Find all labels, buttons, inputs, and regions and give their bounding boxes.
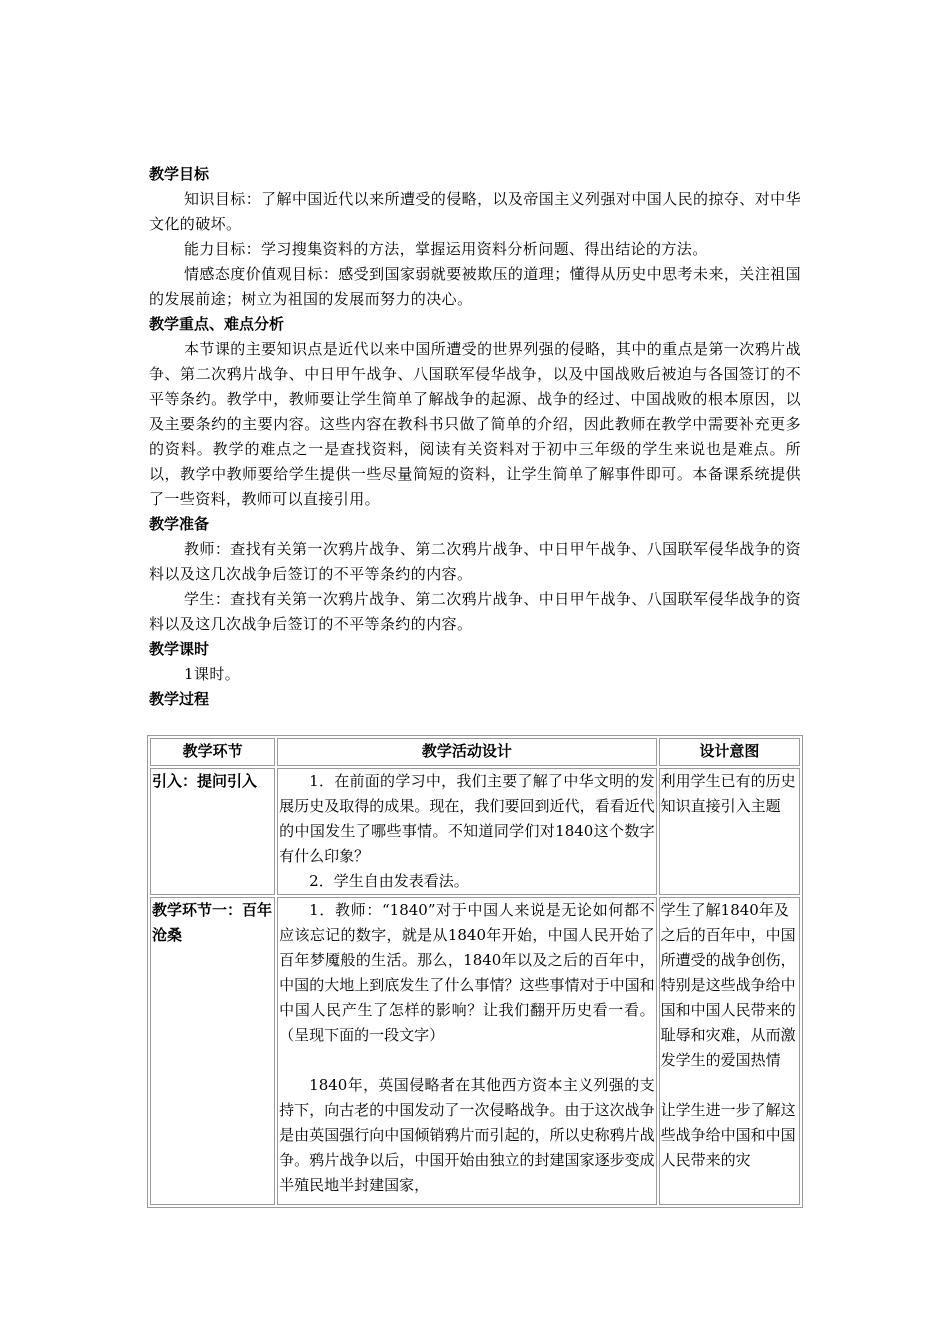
stage-cell: 教学环节一：百年沧桑 [150,897,275,1205]
intent-text: 让学生进一步了解这些战争给中国和中国人民带来的灾 [660,1101,796,1169]
intent-cell [659,768,800,895]
document-body [149,162,801,712]
activity-text: 1．在前面的学习中，我们主要了解了中华文明的发展历史及取得的成果。现在，我们要回到近代，看看近代的中国发生了哪些事情。不知道同学们对1840这个数字有什么印象？ [279,772,655,865]
key-points-text: 本节课的主要知识点是近代以来中国所遭受的世界列强的侵略，其中的重点是第一次鸦片战争、第二次鸦片战争、中日甲午战争、八国联军侵华战争，以及中国战败后被迫与各国签订的不平等条约。教学中，教师要让学生简单了解战争的起源、战争的经过、中国战败的根本原因，以及主要条约的主要内容。这些内容在教科书只做了简单的介绍，因此教师在教学中需要补充更多的资料。教学的难点之一是查找资料，阅读有关资料对于初中三年级的学生来说也是难点。所以，教学中教师要给学生提供一些尽量简短的资料，让学生简单了解事件即可。本备课系统提供了一些资料，教师可以直接引用。 [149,340,801,508]
stage-cell: 引入：提问引入 [150,768,275,895]
heading-key-points: 教学重点、难点分析 [149,315,285,333]
activity-text: 1840年，英国侵略者在其他西方资本主义列强的支持下，向古老的中国发动了一次侵略战争。由于这次战争是由英国强行向中国倾销鸦片而引起的，所以史称鸦片战争。鸦片战争以后，中国开始由独立的封建国家逐步变成半殖民地半封建国家， [279,1076,655,1194]
header-activity: 教学活动设计 [277,738,657,766]
activity-text: 1．教师：“1840”对于中国人来说是无论如何都不应该忘记的数字，就是从1840年开始，中国人民开始了百年梦魇般的生活。那么，1840年以及之后的百年中，中国的大地上到底发生了什么事情？这些事情对于中国和中国人民产生了怎样的影响？让我们翻开历史看一看。（呈现下面的一段文字） [279,901,655,1044]
intent-cell [659,897,800,1205]
process-table [147,735,803,1208]
table-row [150,897,800,1205]
activity-cell [277,768,657,895]
goal-attitude: 情感态度价值观目标：感受到国家弱就要被欺压的道理；懂得从历史中思考未来，关注祖国的发展前途；树立为祖国的发展而努力的决心。 [149,265,801,308]
heading-hours: 教学课时 [149,640,210,658]
table-row [150,768,800,895]
intent-text: 利用学生已有的历史知识直接引入主题 [660,772,796,815]
heading-goals: 教学目标 [149,165,210,183]
prep-student: 学生：查找有关第一次鸦片战争、第二次鸦片战争、中日甲午战争、八国联军侵华战争的资料以及这几次战争后签订的不平等条约的内容。 [149,590,801,633]
heading-process: 教学过程 [149,690,210,708]
heading-preparation: 教学准备 [149,515,210,533]
intent-text: 学生了解1840年及之后的百年中，中国所遭受的战争创伤，特别是这些战争给中国和中国人民带来的耻辱和灾难，从而激发学生的爱国热情 [660,901,796,1069]
activity-cell [277,897,657,1205]
goal-ability: 能力目标：学习搜集资料的方法，掌握运用资料分析问题、得出结论的方法。 [184,240,708,258]
prep-teacher: 教师：查找有关第一次鸦片战争、第二次鸦片战争、中日甲午战争、八国联军侵华战争的资料以及这几次战争后签订的不平等条约的内容。 [149,540,801,583]
header-intent: 设计意图 [659,738,800,766]
table-header-row [150,738,800,766]
header-stage: 教学环节 [150,738,275,766]
goal-knowledge: 知识目标：了解中国近代以来所遭受的侵略，以及帝国主义列强对中国人民的掠夺、对中华文化的破坏。 [149,190,801,233]
activity-text: 2．学生自由发表看法。 [309,872,469,890]
hours-text: 1课时。 [184,665,241,683]
